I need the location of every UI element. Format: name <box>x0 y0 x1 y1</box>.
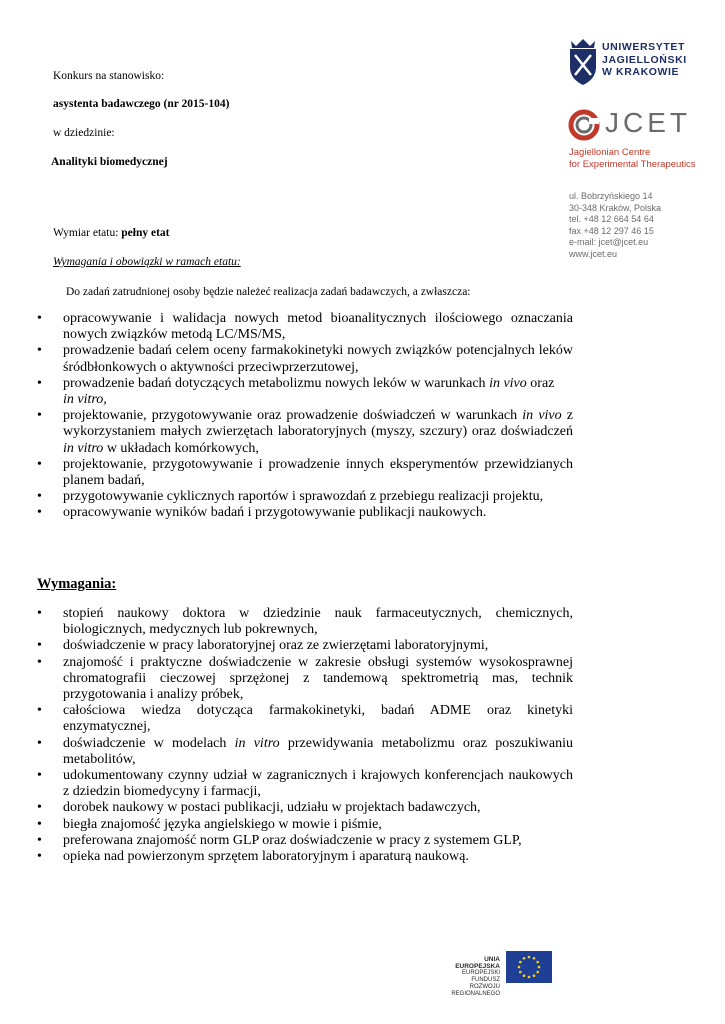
requirement-italic: in vitro <box>234 735 280 751</box>
jcet-wordmark: JCET <box>605 107 691 138</box>
bullet-icon: • <box>37 343 42 359</box>
duties-list <box>0 311 725 522</box>
list-item <box>0 311 573 343</box>
requirement-text: doświadczenie w pracy laboratoryjnej oraz ze zwierzętami laboratoryjnymi, <box>63 638 489 654</box>
list-item <box>0 376 573 408</box>
eu-flag-icon <box>506 951 552 983</box>
requirement-text: doświadczenie w modelach <box>63 735 235 751</box>
contact-www[interactable]: www.jcet.eu <box>569 248 618 259</box>
uj-wordmark <box>602 41 687 79</box>
workload-label: Wymiar etatu: <box>53 227 122 239</box>
bullet-icon: • <box>37 816 42 832</box>
duty-text: z wykorzystaniem małych zwierzętach laboratoryjnych (myszy, szczury) oraz doświadczeń <box>63 408 574 440</box>
requirement-text: opieka nad powierzonym sprzętem laboratoryjnym i aparaturą naukową. <box>63 849 469 865</box>
jcet-sub-2: for Experimental Therapeutics <box>569 159 696 170</box>
bullet-icon: • <box>37 768 42 784</box>
list-item <box>0 489 573 505</box>
duty-text: projektowanie, przygotowywanie i prowadzenie innych eksperymentów przewidzianych planem badań, <box>63 456 573 489</box>
duty-text: prowadzenie badań dotyczących metabolizmu nowych leków w warunkach <box>63 375 490 391</box>
bullet-icon: • <box>37 489 42 505</box>
workload-value: pełny etat <box>121 227 170 239</box>
duty-text: oraz <box>526 375 555 391</box>
list-item <box>0 849 573 865</box>
workload-line <box>53 227 170 239</box>
requirement-text: znajomość i praktyczne doświadczenie w zakresie obsługi systemów wysokosprawnej chromatografii cieczowej sprzężonej z tandemową spektrometrią mas, technik przygotowania i analizy próbek, <box>63 654 573 703</box>
list-item <box>0 736 573 768</box>
contest-label: Konkurs na stanowisko: <box>53 70 165 82</box>
eu-wordmark <box>440 956 500 998</box>
duty-italic: in vivo <box>489 375 527 391</box>
list-item <box>0 768 573 800</box>
list-item <box>0 655 573 704</box>
bullet-icon: • <box>37 375 42 391</box>
duty-text: opracowywanie wyników badań i przygotowywanie publikacji naukowych. <box>63 505 487 521</box>
requirement-text: dorobek naukowy w postaci publikacji, udziału w projektach badawczych, <box>63 800 481 816</box>
eu-line-3: ROZWOJU REGIONALNEGO <box>451 984 500 997</box>
uj-line-3: W KRAKOWIE <box>602 66 680 78</box>
requirement-text: przewidywania metabolizmu oraz poszukiwaniu metabolitów, <box>63 735 574 767</box>
bullet-icon: • <box>37 800 42 816</box>
position-title: asystenta badawczego (nr 2015-104) <box>53 98 230 110</box>
contact-city: 30-348 Kraków, Polska <box>569 202 662 213</box>
requirements-title: Wymagania: <box>37 576 117 592</box>
list-item <box>0 606 573 638</box>
contact-block <box>569 191 661 260</box>
list-item <box>0 343 573 375</box>
contact-street: ul. Bobrzyńskiego 14 <box>569 191 653 201</box>
requirement-text: preferowana znajomość norm GLP oraz doświadczenie w pracy z systemem GLP, <box>63 832 522 848</box>
jcet-sub-1: Jagiellonian Centre <box>569 147 651 158</box>
bullet-icon: • <box>37 606 42 621</box>
list-item <box>0 703 573 735</box>
list-item <box>0 505 573 521</box>
jcet-subtitle <box>569 147 696 171</box>
bullet-icon: • <box>37 456 42 472</box>
bullet-icon: • <box>37 735 42 751</box>
duty-text: przygotowywanie cyklicznych raportów i sprawozdań z przebiegu realizacji projektu, <box>63 489 544 505</box>
bullet-icon: • <box>37 849 42 865</box>
eu-line-1: UNIA EUROPEJSKA <box>455 956 500 970</box>
list-item <box>0 817 573 833</box>
duty-italic: in vitro <box>63 440 104 456</box>
duties-heading: Wymagania i obowiązki w ramach etatu: <box>53 256 241 268</box>
eu-line-2: EUROPEJSKI FUNDUSZ <box>461 970 500 983</box>
bullet-icon: • <box>37 638 42 654</box>
contact-email[interactable]: e-mail: jcet@jcet.eu <box>569 237 649 247</box>
field-label: w dziedzinie: <box>53 127 115 139</box>
contact-fax: fax +48 12 297 46 15 <box>569 225 654 236</box>
requirement-text: całościowa wiedza dotycząca farmakokinetyki, badań ADME oraz kinetyki enzymatycznej, <box>63 703 573 735</box>
list-item <box>0 800 573 816</box>
bullet-icon: • <box>37 505 42 521</box>
duty-text: w układach komórkowych, <box>103 440 259 456</box>
contact-tel: tel. +48 12 664 54 64 <box>569 214 654 224</box>
list-item <box>0 833 573 849</box>
requirement-text: stopień naukowy doktora w dziedzinie nauk farmaceutycznych, chemicznych, biologicznych, medycznych lub pokrewnych, <box>63 606 573 638</box>
duties-intro: Do zadań zatrudnionej osoby będzie należeć realizacja zadań badawczych, a zwłaszcza: <box>66 286 471 298</box>
uj-line-1: UNIWERSYTET <box>602 41 686 53</box>
duty-italic: in vivo <box>522 408 562 424</box>
requirements-list <box>0 606 725 865</box>
bullet-icon: • <box>37 703 42 719</box>
bullet-icon: • <box>37 832 42 848</box>
requirement-text: udokumentowany czynny udział w zagranicznych i krajowych konferencjach naukowych z dziedzin biomedycyny i farmacji, <box>63 768 573 800</box>
duty-italic: in vitro, <box>63 392 107 408</box>
uj-line-2: JAGIELLOŃSKI <box>602 53 687 66</box>
list-item <box>0 408 573 457</box>
requirement-text: biegła znajomość języka angielskiego w mowie i piśmie, <box>63 816 382 832</box>
bullet-icon: • <box>37 654 42 670</box>
list-item <box>0 638 573 654</box>
duty-text: projektowanie, przygotowywanie oraz prowadzenie doświadczeń w warunkach <box>63 408 523 424</box>
bullet-icon: • <box>37 408 42 424</box>
bullet-icon: • <box>37 311 42 326</box>
field-value: Analityki biomedycznej <box>51 156 168 168</box>
duty-text: opracowywanie i walidacja nowych metod bioanalitycznych ilościowego oznaczania nowych związków metodą LC/MS/MS, <box>63 311 573 343</box>
duty-text: prowadzenie badań celem oceny farmakokinetyki nowych związków potencjalnych leków śródbłonkowych o aktywności przeciwprzerzutowej, <box>63 343 573 375</box>
list-item <box>0 457 573 489</box>
